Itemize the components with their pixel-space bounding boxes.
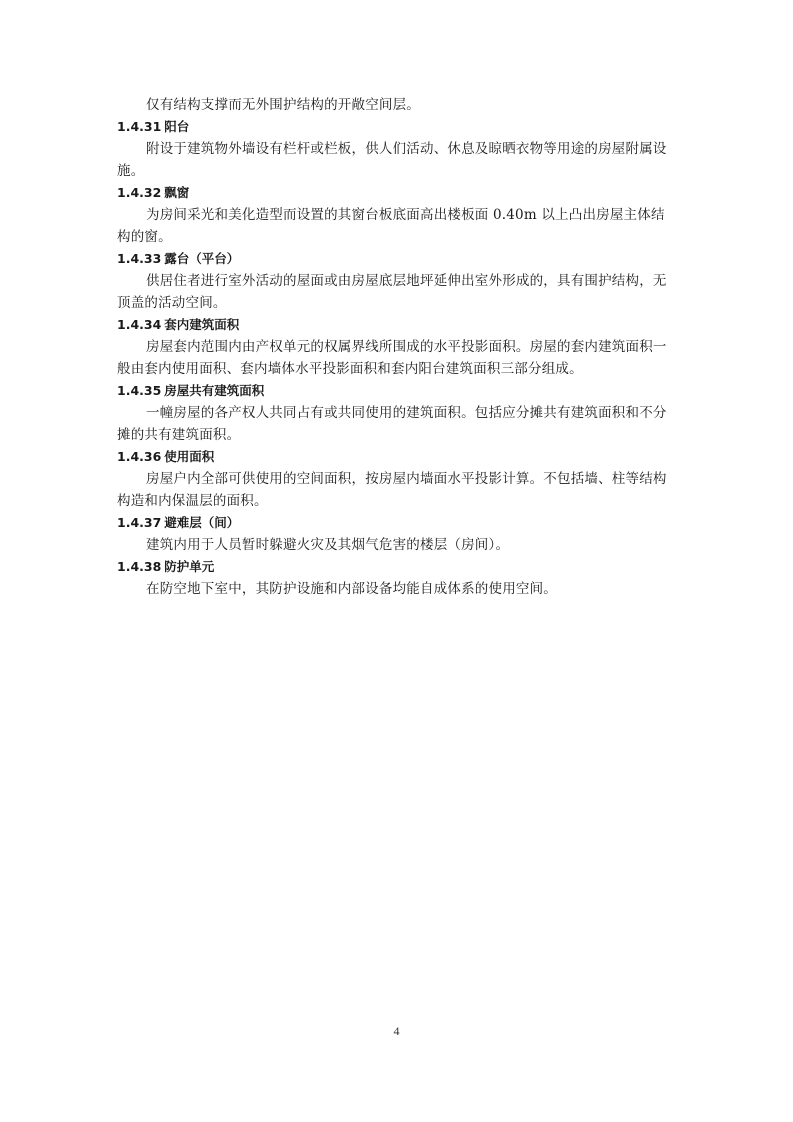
section-text-line: 供居住者进行室外活动的屋面或由房屋底层地坪延伸出室外形成的，具有围护结构，无 — [146, 273, 667, 289]
section-text-line: 构造和内保温层的面积。 — [117, 493, 268, 509]
section-text-line: 建筑内用于人员暂时躲避火灾及其烟气危害的楼层（房间）。 — [146, 537, 510, 553]
section-title: 房屋共有建筑面积 — [164, 383, 265, 398]
section-1-4-37 — [117, 512, 683, 556]
section-1-4-33 — [117, 248, 683, 314]
section-heading — [117, 556, 683, 578]
section-title: 使用面积 — [164, 449, 215, 464]
page-number: 4 — [393, 1024, 400, 1038]
section-number: 1.4.31 — [117, 119, 162, 134]
intro-paragraph: 仅有结构支撑而无外围护结构的开敞空间层。 — [146, 97, 420, 113]
section-number: 1.4.32 — [117, 185, 162, 200]
section-text-line: 房屋套内范围内由产权单元的权属界线所围成的水平投影面积。房屋的套内建筑面积一 — [146, 339, 667, 355]
section-number: 1.4.33 — [117, 251, 162, 266]
section-heading — [117, 380, 683, 402]
section-title: 露台（平台） — [164, 251, 240, 266]
section-heading — [117, 116, 683, 138]
section-text-line: 在防空地下室中，其防护设施和内部设备均能自成体系的使用空间。 — [146, 581, 557, 597]
section-text-line: 顶盖的活动空间。 — [117, 295, 227, 311]
section-1-4-38 — [117, 556, 683, 600]
section-text-line: 附设于建筑物外墙设有栏杆或栏板，供人们活动、休息及晾晒衣物等用途的房屋附属设 — [146, 141, 667, 157]
section-text-line: 为房间采光和美化造型而设置的其窗台板底面高出楼板面 0.40m 以上凸出房屋主体结 — [146, 207, 665, 223]
section-title: 阳台 — [164, 119, 190, 134]
section-1-4-31 — [117, 116, 683, 182]
document-body — [117, 94, 683, 600]
section-heading — [117, 182, 683, 204]
section-number: 1.4.38 — [117, 559, 162, 574]
section-title: 飘窗 — [164, 185, 190, 200]
section-1-4-35 — [117, 380, 683, 446]
section-1-4-34 — [117, 314, 683, 380]
section-heading — [117, 512, 683, 534]
section-number: 1.4.34 — [117, 317, 162, 332]
section-title: 防护单元 — [164, 559, 215, 574]
section-text-line: 般由套内使用面积、套内墙体水平投影面积和套内阳台建筑面积三部分组成。 — [117, 361, 583, 377]
section-heading — [117, 314, 683, 336]
section-title: 套内建筑面积 — [164, 317, 240, 332]
section-number: 1.4.37 — [117, 515, 162, 530]
section-text-line: 构的窗。 — [117, 229, 172, 245]
section-text-line: 一幢房屋的各产权人共同占有或共同使用的建筑面积。包括应分摊共有建筑面积和不分 — [146, 405, 667, 421]
section-1-4-36 — [117, 446, 683, 512]
section-text-line: 房屋户内全部可供使用的空间面积，按房屋内墙面水平投影计算。不包括墙、柱等结构 — [146, 471, 667, 487]
section-number: 1.4.36 — [117, 449, 162, 464]
section-text-line: 施。 — [117, 163, 145, 179]
section-title: 避难层（间） — [164, 515, 240, 530]
section-1-4-32 — [117, 182, 683, 248]
section-heading — [117, 446, 683, 468]
section-text-line: 摊的共有建筑面积。 — [117, 427, 241, 443]
section-number: 1.4.35 — [117, 383, 162, 398]
section-heading — [117, 248, 683, 270]
